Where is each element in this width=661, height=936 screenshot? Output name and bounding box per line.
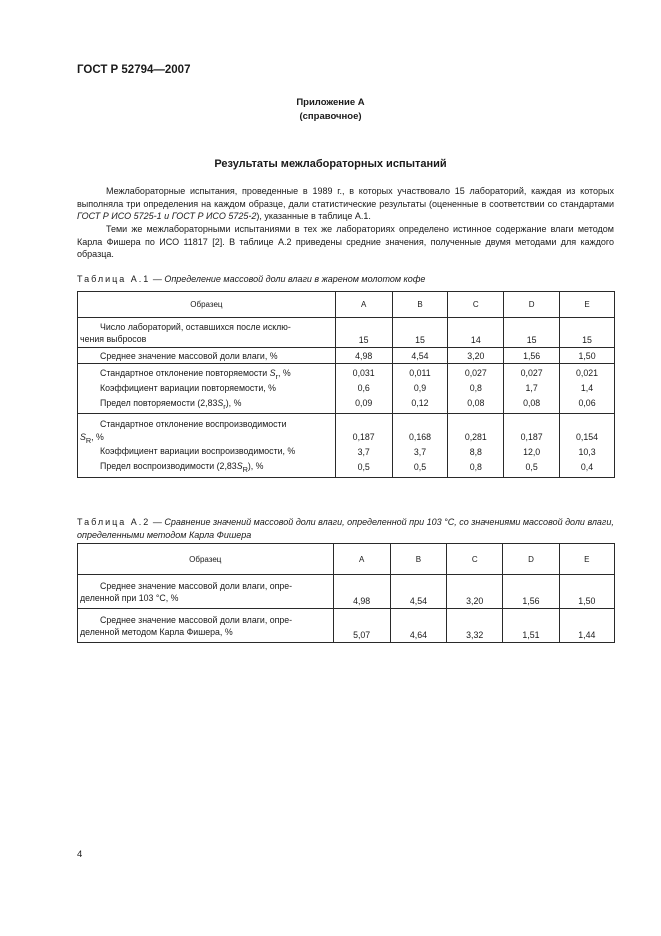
- table1-cell: 1,4: [580, 383, 594, 393]
- table2-row-label-line: деленной при 103 °С, %: [80, 593, 179, 603]
- table1-row-label: [100, 459, 330, 474]
- table2-cell: 1,56: [503, 575, 559, 609]
- table1-cell: 0,9: [413, 383, 427, 393]
- table2-caption-dash: —: [150, 517, 165, 527]
- table1-header-c: C: [448, 292, 504, 318]
- table2-cell: 3,20: [447, 575, 503, 609]
- table1-label-text: , %: [91, 432, 104, 442]
- table1-cell: 0,08: [523, 398, 541, 408]
- table1-cell: 0,09: [355, 398, 373, 408]
- table1-header-row: [78, 292, 615, 318]
- table1-row-labs: [78, 318, 615, 348]
- table2-caption-title: Сравнение значений массовой доли влаги, определенной при 103 °С, со значениями массовой доли влаги, определенными методом Карла Фишера: [77, 517, 614, 540]
- paragraph-karl-fischer: Теми же межлабораторными испытаниями в тех же лабораториях определено истинное содержание влаги методом Карла Фишера по ИСО 11817 [2]. В таблице А.2 приведены средние значения, полученные двумя методами для каждого образца.: [77, 224, 614, 260]
- table1-cell: 0,5: [525, 462, 538, 472]
- table1-cell: 3,20: [448, 348, 504, 364]
- paragraph-intro-text-2: ), указанные в таблице А.1.: [256, 211, 371, 222]
- table2-row-label: [78, 575, 334, 609]
- table-karl-fischer-comparison: [77, 543, 615, 643]
- table1-group-cells: [392, 364, 448, 414]
- symbol-s: S: [80, 432, 86, 442]
- table1-group-cells: [560, 364, 615, 414]
- table2-cell: 4,98: [333, 575, 390, 609]
- table2-row-karl-fischer: [78, 609, 615, 643]
- table2-header-d: D: [503, 544, 559, 575]
- table1-cell: 0,5: [413, 462, 427, 472]
- table2-row-label-line: Среднее значение массовой доли влаги, опре-: [100, 615, 293, 625]
- table2-row-103c: [78, 575, 615, 609]
- table1-row-label: Коэффициент вариации повторяемости, %: [100, 383, 276, 393]
- table1-header-d: D: [504, 292, 560, 318]
- table1-cell: 0,021: [576, 368, 599, 378]
- table1-cell: 8,8: [469, 447, 482, 457]
- table1-cell: 4,54: [392, 348, 448, 364]
- table1-cell: 0,281: [464, 432, 487, 442]
- table-moisture-determination: [77, 291, 615, 478]
- table1-cell: 0,12: [411, 398, 429, 408]
- table1-group-cells: [448, 364, 504, 414]
- table1-label-text: ), %: [247, 461, 264, 471]
- table2-cell: 1,51: [503, 609, 559, 643]
- table1-label-text: Стандартное отклонение повторяемости: [100, 368, 270, 378]
- table1-cell: 0,187: [352, 432, 375, 442]
- table1-cell: 0,08: [467, 398, 485, 408]
- table1-group-repeatability: [78, 364, 615, 414]
- appendix-subtitle: (справочное): [299, 111, 362, 122]
- conjunction: и: [161, 211, 172, 222]
- table2-cell: 4,54: [390, 575, 446, 609]
- table1-row-label: Стандартное отклонение воспроизводимости: [100, 419, 287, 429]
- table2-caption-label: Таблица А.2: [77, 517, 151, 527]
- table2-cell: 4,64: [390, 609, 446, 643]
- table2-header-a: A: [333, 544, 390, 575]
- table2-cell: 3,32: [447, 609, 503, 643]
- table2-row-label-line: Среднее значение массовой доли влаги, опре-: [100, 581, 293, 591]
- table2-row-label-line: деленной методом Карла Фишера, %: [80, 627, 233, 637]
- table1-caption-dash: —: [150, 274, 165, 284]
- table1-cell: 0,187: [520, 432, 543, 442]
- table1-cell: 0,168: [408, 432, 431, 442]
- appendix-title: Приложение А: [296, 97, 365, 108]
- table1-row-label: [100, 396, 330, 411]
- table1-group-cells: [504, 414, 560, 478]
- symbol-s: S: [217, 398, 224, 408]
- table1-row-label-line: чения выбросов: [80, 334, 147, 344]
- table1-caption-title: Определение массовой доли влаги в жареном молотом кофе: [164, 274, 426, 284]
- appendix-heading: [0, 96, 661, 124]
- table1-group-cells: [504, 364, 560, 414]
- table1-row-label: [78, 318, 336, 348]
- table1-cell: 1,50: [560, 348, 615, 364]
- table1-caption: [77, 273, 614, 286]
- table1-cell: 10,3: [578, 447, 596, 457]
- table1-row-label-line: Число лабораторий, оставшихся после исклю-: [100, 322, 291, 332]
- subscript-r-upper: R: [85, 435, 92, 445]
- table2-header-sample: Образец: [78, 544, 334, 575]
- table1-group-cells: [448, 414, 504, 478]
- table1-cell: 3,7: [357, 447, 370, 457]
- table2-cell: 1,44: [559, 609, 614, 643]
- table1-row-label: Среднее значение массовой доли влаги, %: [78, 348, 336, 364]
- table1-label-text: ), %: [225, 398, 242, 408]
- table1-cell: 12,0: [523, 447, 541, 457]
- table1-cell: 0,8: [469, 462, 482, 472]
- table1-row-label: [80, 431, 330, 444]
- table1-group-labels: [78, 414, 336, 478]
- table1-group-reproducibility: [78, 414, 615, 478]
- table1-cell: 0,8: [469, 383, 482, 393]
- table1-cell: 0,6: [357, 383, 370, 393]
- table1-cell: 1,7: [525, 383, 538, 393]
- table1-row-label: Коэффициент вариации воспроизводимости, %: [100, 446, 296, 456]
- table2-caption: [77, 516, 614, 541]
- table1-group-cells: [392, 414, 448, 478]
- table2-header-c: C: [447, 544, 503, 575]
- table1-label-text: Предел повторяемости (2,83: [100, 398, 218, 408]
- table1-cell: 4,98: [335, 348, 392, 364]
- table1-group-cells: [335, 364, 392, 414]
- table1-cell: 0,027: [464, 368, 487, 378]
- table1-cell: 0,5: [357, 462, 370, 472]
- table2-header-b: B: [390, 544, 446, 575]
- subscript-r: r: [223, 401, 226, 411]
- table1-label-text: , %: [278, 368, 291, 378]
- subscript-r-upper: R: [242, 464, 248, 474]
- table1-cell: 0,031: [352, 368, 375, 378]
- subscript-r: r: [275, 371, 278, 381]
- table2-header-e: E: [559, 544, 614, 575]
- table1-group-cells: [560, 414, 615, 478]
- table1-cell: 0,027: [520, 368, 543, 378]
- table1-cell: 15: [560, 318, 615, 348]
- standard-ref-2: ГОСТ Р ИСО 5725-2: [171, 211, 257, 222]
- table1-caption-label: Таблица А.1: [77, 274, 151, 284]
- table1-header-a: A: [335, 292, 392, 318]
- table1-cell: 0,011: [409, 368, 431, 378]
- table1-cell: 3,7: [413, 447, 427, 457]
- table1-row-mean: [78, 348, 615, 364]
- table2-cell: 5,07: [333, 609, 390, 643]
- page-number: 4: [77, 849, 83, 860]
- table1-cell: 14: [448, 318, 504, 348]
- standard-ref-1: ГОСТ Р ИСО 5725-1: [77, 211, 162, 222]
- paragraph-intro-text-1: Межлабораторные испытания, проведенные в 1989 г., в которых участвовало 15 лабораторий, каждая из которых выполняла три определения на каждом образце, дали статистические результаты (оцененные в соответствии со стандартами: [77, 186, 614, 209]
- section-title: Результаты межлабораторных испытаний: [214, 158, 447, 170]
- symbol-s: S: [236, 461, 243, 471]
- table1-cell: 15: [504, 318, 560, 348]
- table1-cell: 0,06: [578, 398, 596, 408]
- symbol-s: S: [269, 368, 276, 378]
- table1-group-cells: [335, 414, 392, 478]
- table1-label-text: Предел воспроизводимости (2,83: [100, 461, 237, 471]
- table1-cell: 0,154: [576, 432, 599, 442]
- table1-cell: 15: [392, 318, 448, 348]
- table2-row-label: [78, 609, 334, 643]
- table1-header-sample: Образец: [78, 292, 336, 318]
- document-id: ГОСТ Р 52794—2007: [77, 64, 191, 76]
- table1-group-labels: [78, 364, 336, 414]
- table2-header-row: [78, 544, 615, 575]
- paragraph-intro: [77, 185, 614, 223]
- table1-cell: 15: [335, 318, 392, 348]
- table2-cell: 1,50: [559, 575, 614, 609]
- table1-header-b: B: [392, 292, 448, 318]
- table1-cell: 0,4: [580, 462, 594, 472]
- table1-row-label: [100, 366, 330, 381]
- table1-header-e: E: [560, 292, 615, 318]
- table1-cell: 1,56: [504, 348, 560, 364]
